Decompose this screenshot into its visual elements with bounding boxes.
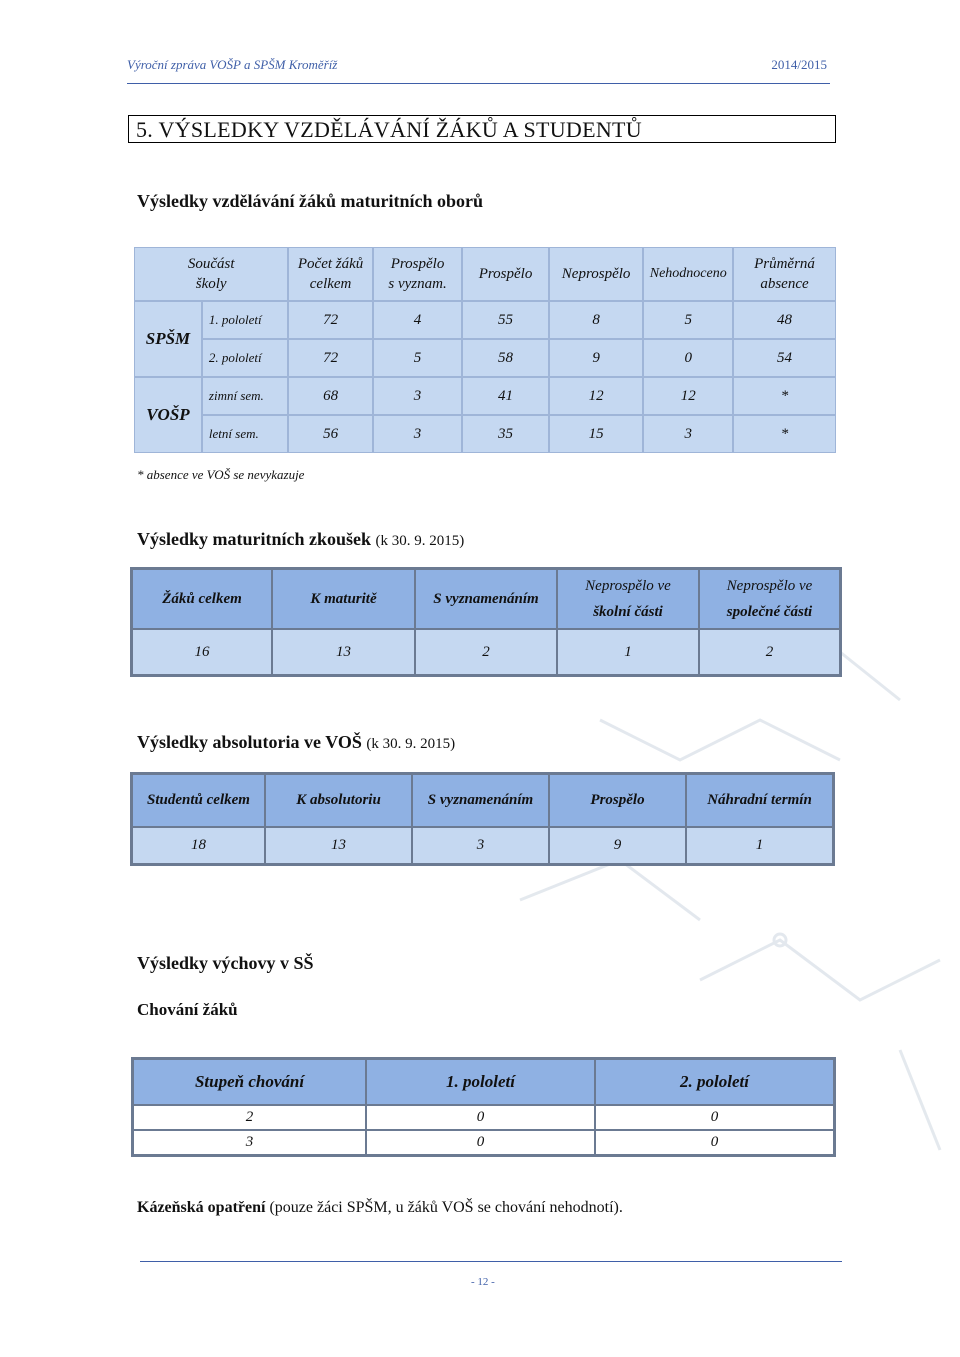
cell-neprospelo: 15 — [549, 415, 644, 453]
table-row — [133, 1105, 834, 1130]
section3-date-note: (k 30. 9. 2015) — [366, 736, 456, 752]
col-zaku-celkem: Žáků celkem — [132, 569, 272, 629]
section4-subtitle: Chování žáků — [137, 1000, 238, 1019]
cell-absence: * — [733, 415, 836, 453]
section3-title-text: Výsledky absolutoria ve VOŠ — [137, 732, 362, 752]
chovani-table — [131, 1057, 836, 1157]
col-k-absolutoriu: K absolutoriu — [265, 774, 412, 827]
col-studentu-celkem: Studentů celkem — [132, 774, 265, 827]
period-label: 2. pololetí — [202, 339, 288, 377]
cell-neprospelo-skolni: 1 — [557, 629, 699, 675]
cell-nehodnoceno: 3 — [643, 415, 733, 453]
col-s-vyznamenanim: S vyznamenáním — [415, 569, 557, 629]
cell-nahradni-termin: 1 — [686, 827, 833, 864]
cell-k-absolutoriu: 13 — [265, 827, 412, 864]
results-table — [134, 247, 836, 453]
cell-neprospelo-spolecne: 2 — [699, 629, 840, 675]
col-stupen-chovani: Stupeň chování — [133, 1059, 366, 1105]
section1-title: Výsledky vzdělávání žáků maturitních oborů — [137, 191, 484, 211]
cell-absence: * — [733, 377, 836, 415]
maturita-header-row — [132, 569, 840, 629]
cell-prospelo: 55 — [462, 301, 548, 339]
footer-rule — [140, 1261, 842, 1262]
cell-neprospelo: 9 — [549, 339, 644, 377]
section4-title: Výsledky výchovy v SŠ — [137, 953, 314, 973]
cell-pocet: 72 — [288, 301, 372, 339]
col-prospelo: Prospělo — [462, 247, 548, 301]
page-number: - 12 - — [471, 1276, 495, 1288]
header-rule — [127, 83, 830, 84]
cell-studentu-celkem: 18 — [132, 827, 265, 864]
col-absence: Průměrná absence — [733, 247, 836, 301]
kazenska-opatreni-note — [137, 1199, 623, 1217]
cell-s-vyznamenanim: 3 — [412, 827, 549, 864]
col-s-vyznamenanim: S vyznamenáním — [412, 774, 549, 827]
cell-vyzn: 5 — [373, 339, 463, 377]
table-row — [132, 827, 833, 864]
absolutorium-header-row — [132, 774, 833, 827]
cell-stupen: 2 — [133, 1105, 366, 1130]
col-soucast: Součást školy — [134, 247, 288, 301]
cell-neprospelo: 12 — [549, 377, 644, 415]
section3-title — [137, 732, 455, 753]
col-neprospelo: Neprospělo — [549, 247, 644, 301]
table-row — [134, 339, 836, 377]
maturita-table — [130, 567, 842, 677]
col-prospelo: Prospělo — [549, 774, 686, 827]
cell-nehodnoceno: 0 — [643, 339, 733, 377]
cell-s-vyznamenanim: 2 — [415, 629, 557, 675]
header-report-title: Výroční zpráva VOŠP a SPŠM Kroměříž — [127, 57, 338, 72]
table-row — [134, 415, 836, 453]
group-label: SPŠM — [134, 301, 202, 377]
table-row — [134, 301, 836, 339]
cell-k-maturite: 13 — [272, 629, 415, 675]
cell-pocet: 68 — [288, 377, 372, 415]
cell-zaku-celkem: 16 — [132, 629, 272, 675]
chapter-title: 5. VÝSLEDKY VZDĚLÁVÁNÍ ŽÁKŮ A STUDENTŮ — [128, 115, 836, 143]
cell-vyzn: 4 — [373, 301, 463, 339]
col-vyznamenani: Prospělo s vyznam. — [373, 247, 463, 301]
cell-nehodnoceno: 12 — [643, 377, 733, 415]
cell-prospelo: 41 — [462, 377, 548, 415]
cell-pocet: 56 — [288, 415, 372, 453]
table-row — [134, 377, 836, 415]
col-pocet: Počet žáků celkem — [288, 247, 372, 301]
cell-2-pololeti: 0 — [595, 1105, 834, 1130]
period-label: 1. pololetí — [202, 301, 288, 339]
col-k-maturite: K maturitě — [272, 569, 415, 629]
results-header-row — [134, 247, 836, 301]
section2-title — [137, 529, 464, 550]
col-nehodnoceno: Nehodnoceno — [643, 247, 733, 301]
kazenska-opatreni-text: (pouze žáci SPŠM, u žáků VOŠ se chování nehodnotí). — [265, 1199, 623, 1216]
cell-vyzn: 3 — [373, 377, 463, 415]
table-row — [132, 629, 840, 675]
cell-1-pololeti: 0 — [366, 1130, 595, 1155]
col-2-pololeti: 2. pololetí — [595, 1059, 834, 1105]
cell-neprospelo: 8 — [549, 301, 644, 339]
period-label: zimní sem. — [202, 377, 288, 415]
cell-absence: 48 — [733, 301, 836, 339]
cell-pocet: 72 — [288, 339, 372, 377]
col-neprospelo-spolecne: Neprospělo ve společné části — [699, 569, 840, 629]
absence-footnote: * absence ve VOŠ se nevykazuje — [137, 467, 305, 482]
cell-vyzn: 3 — [373, 415, 463, 453]
cell-stupen: 3 — [133, 1130, 366, 1155]
chovani-header-row — [133, 1059, 834, 1105]
section2-title-text: Výsledky maturitních zkoušek — [137, 529, 372, 549]
cell-1-pololeti: 0 — [366, 1105, 595, 1130]
table-row — [133, 1130, 834, 1155]
cell-prospelo: 58 — [462, 339, 548, 377]
col-1-pololeti: 1. pololetí — [366, 1059, 595, 1105]
cell-prospelo: 9 — [549, 827, 686, 864]
absolutorium-table — [130, 772, 835, 866]
group-label: VOŠP — [134, 377, 202, 453]
col-nahradni-termin: Náhradní termín — [686, 774, 833, 827]
section2-date-note: (k 30. 9. 2015) — [375, 533, 465, 549]
col-neprospelo-skolni: Neprospělo ve školní části — [557, 569, 699, 629]
cell-nehodnoceno: 5 — [643, 301, 733, 339]
kazenska-opatreni-label: Kázeňská opatření — [137, 1199, 266, 1216]
header-school-year: 2014/2015 — [771, 57, 827, 72]
cell-2-pololeti: 0 — [595, 1130, 834, 1155]
cell-absence: 54 — [733, 339, 836, 377]
cell-prospelo: 35 — [462, 415, 548, 453]
period-label: letní sem. — [202, 415, 288, 453]
